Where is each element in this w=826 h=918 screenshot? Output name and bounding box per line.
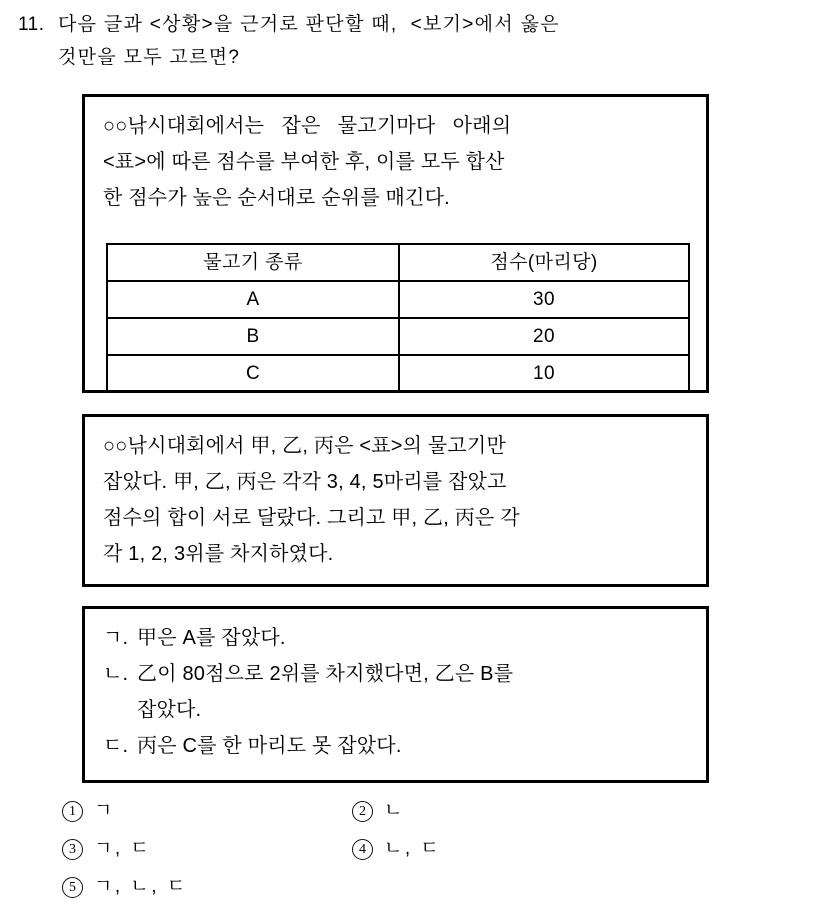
table-cell-score: 30 bbox=[399, 281, 689, 318]
answer-row bbox=[0, 835, 826, 873]
circled-number-icon: 4 bbox=[352, 839, 373, 860]
table-row bbox=[107, 281, 689, 318]
table-cell-score: 20 bbox=[399, 318, 689, 355]
passage-line: <표>에 따른 점수를 부여한 후, 이를 모두 합산 bbox=[103, 151, 505, 173]
situation-line: 각 1, 2, 3위를 차지하였다. bbox=[103, 543, 334, 565]
table-cell-score: 10 bbox=[399, 355, 689, 392]
bogi-marker: ㄱ. bbox=[103, 627, 129, 649]
answer-option-3[interactable] bbox=[62, 835, 151, 863]
answer-option-5[interactable] bbox=[62, 873, 188, 901]
table-cell-fish-type: B bbox=[107, 318, 399, 355]
bogi-line: 丙은 C를 한 마리도 못 잡았다. bbox=[137, 735, 402, 757]
answer-row bbox=[0, 797, 826, 835]
table-header-cell: 물고기 종류 bbox=[107, 244, 399, 281]
bogi-marker: ㄷ. bbox=[103, 735, 129, 757]
passage-line: ○○낚시대회에서는 잡은 물고기마다 아래의 bbox=[103, 115, 512, 137]
circled-number-icon: 3 bbox=[62, 839, 83, 860]
answer-option-4[interactable] bbox=[352, 835, 441, 863]
table-row bbox=[107, 318, 689, 355]
question-line: 다음 글과 <상황>을 근거로 판단할 때, <보기>에서 옳은 bbox=[58, 14, 560, 35]
circled-number-icon: 2 bbox=[352, 801, 373, 822]
answer-option-label: ㄱ, ㄷ bbox=[94, 838, 152, 859]
situation-line: ○○낚시대회에서 甲, 乙, 丙은 <표>의 물고기만 bbox=[103, 435, 506, 457]
answer-options bbox=[0, 797, 826, 911]
bogi-line: 잡았다. bbox=[137, 699, 202, 721]
question-text bbox=[58, 8, 808, 74]
answer-option-label: ㄱ, ㄴ, ㄷ bbox=[94, 876, 188, 897]
table-cell-fish-type: C bbox=[107, 355, 399, 392]
situation-line: 잡았다. 甲, 乙, 丙은 각각 3, 4, 5마리를 잡았고 bbox=[103, 471, 507, 493]
situation-text bbox=[103, 428, 692, 572]
situation-box bbox=[82, 414, 709, 587]
bogi-body bbox=[137, 656, 692, 728]
answer-option-label: ㄴ, ㄷ bbox=[384, 838, 442, 859]
answer-row bbox=[0, 873, 826, 911]
question-line: 것만을 모두 고르면? bbox=[58, 47, 241, 68]
bogi-marker: ㄴ. bbox=[103, 663, 129, 685]
answer-option-1[interactable] bbox=[62, 797, 115, 825]
question-number: 11. bbox=[18, 14, 45, 35]
bogi-body bbox=[137, 620, 692, 656]
circled-number-icon: 1 bbox=[62, 801, 83, 822]
bogi-line: 乙이 80점으로 2위를 차지했다면, 乙은 B를 bbox=[137, 663, 514, 685]
bogi-item-a bbox=[103, 620, 692, 656]
passage-box bbox=[82, 94, 709, 393]
question-stem bbox=[18, 8, 808, 74]
answer-option-label: ㄱ bbox=[94, 800, 115, 821]
passage-line: 한 점수가 높은 순서대로 순위를 매긴다. bbox=[103, 187, 450, 209]
table-row bbox=[107, 355, 689, 392]
bogi-list bbox=[103, 620, 692, 764]
circled-number-icon: 5 bbox=[62, 877, 83, 898]
fish-score-table bbox=[106, 243, 690, 393]
bogi-line: 甲은 A를 잡았다. bbox=[137, 627, 286, 649]
table-cell-fish-type: A bbox=[107, 281, 399, 318]
table-header-row bbox=[107, 244, 689, 281]
bogi-item-c bbox=[103, 728, 692, 764]
answer-option-2[interactable] bbox=[352, 797, 405, 825]
situation-line: 점수의 합이 서로 달랐다. 그리고 甲, 乙, 丙은 각 bbox=[103, 507, 520, 529]
bogi-box bbox=[82, 606, 709, 783]
table-header-cell: 점수(마리당) bbox=[399, 244, 689, 281]
bogi-item-b bbox=[103, 656, 692, 728]
passage-text bbox=[103, 108, 692, 216]
answer-option-label: ㄴ bbox=[384, 800, 405, 821]
bogi-body bbox=[137, 728, 692, 764]
